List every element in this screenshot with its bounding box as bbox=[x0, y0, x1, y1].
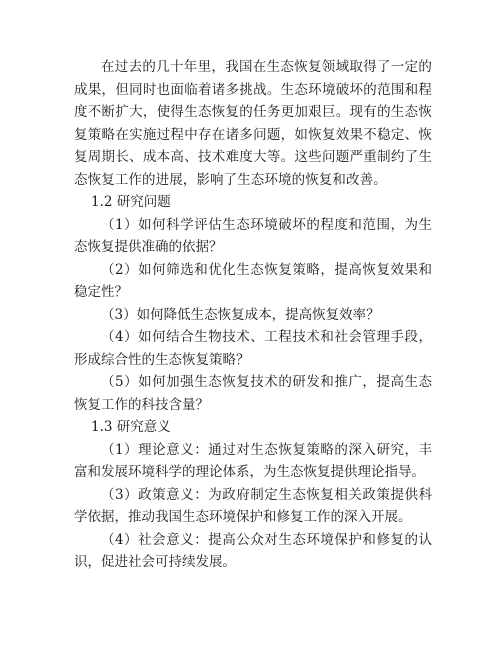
significance-theory: （1）理论意义：通过对生态恢复策略的深入研究，丰富和发展环境科学的理论体系，为生态恢复提供理论指导。 bbox=[74, 441, 432, 480]
research-question-2: （2）如何筛选和优化生态恢复策略，提高恢复效果和稳定性？ bbox=[74, 261, 432, 300]
document-page bbox=[74, 56, 432, 574]
intro-paragraph: 在过去的几十年里，我国在生态恢复领域取得了一定的成果，但同时也面临着诸多挑战。生态环境破坏的范围和程度不断扩大，使得生态恢复的任务更加艰巨。现有的生态恢复策略在实施过程中存在诸多问题，如恢复效果不稳定、恢复周期长、成本高、技术难度大等。这些问题严重制约了生态恢复工作的进展，影响了生态环境的恢复和改善。 bbox=[74, 59, 432, 188]
research-question-4: （4）如何结合生物技术、工程技术和社会管理手段，形成综合性的生态恢复策略？ bbox=[74, 329, 432, 368]
research-question-5: （5）如何加强生态恢复技术的研发和推广，提高生态恢复工作的科技含量？ bbox=[74, 374, 432, 413]
significance-policy: （3）政策意义：为政府制定生态恢复相关政策提供科学依据，推动我国生态环境保护和修复工作的深入开展。 bbox=[74, 486, 432, 525]
section-heading-research-significance: 1.3 研究意义 bbox=[91, 419, 171, 435]
section-heading-research-questions: 1.2 研究问题 bbox=[91, 194, 171, 210]
research-question-3: （3）如何降低生态恢复成本，提高恢复效率？ bbox=[101, 306, 380, 323]
significance-society: （4）社会意义：提高公众对生态环境保护和修复的认识，促进社会可持续发展。 bbox=[74, 531, 432, 570]
research-question-1: （1）如何科学评估生态环境破坏的程度和范围，为生态恢复提供准确的依据？ bbox=[74, 216, 432, 255]
